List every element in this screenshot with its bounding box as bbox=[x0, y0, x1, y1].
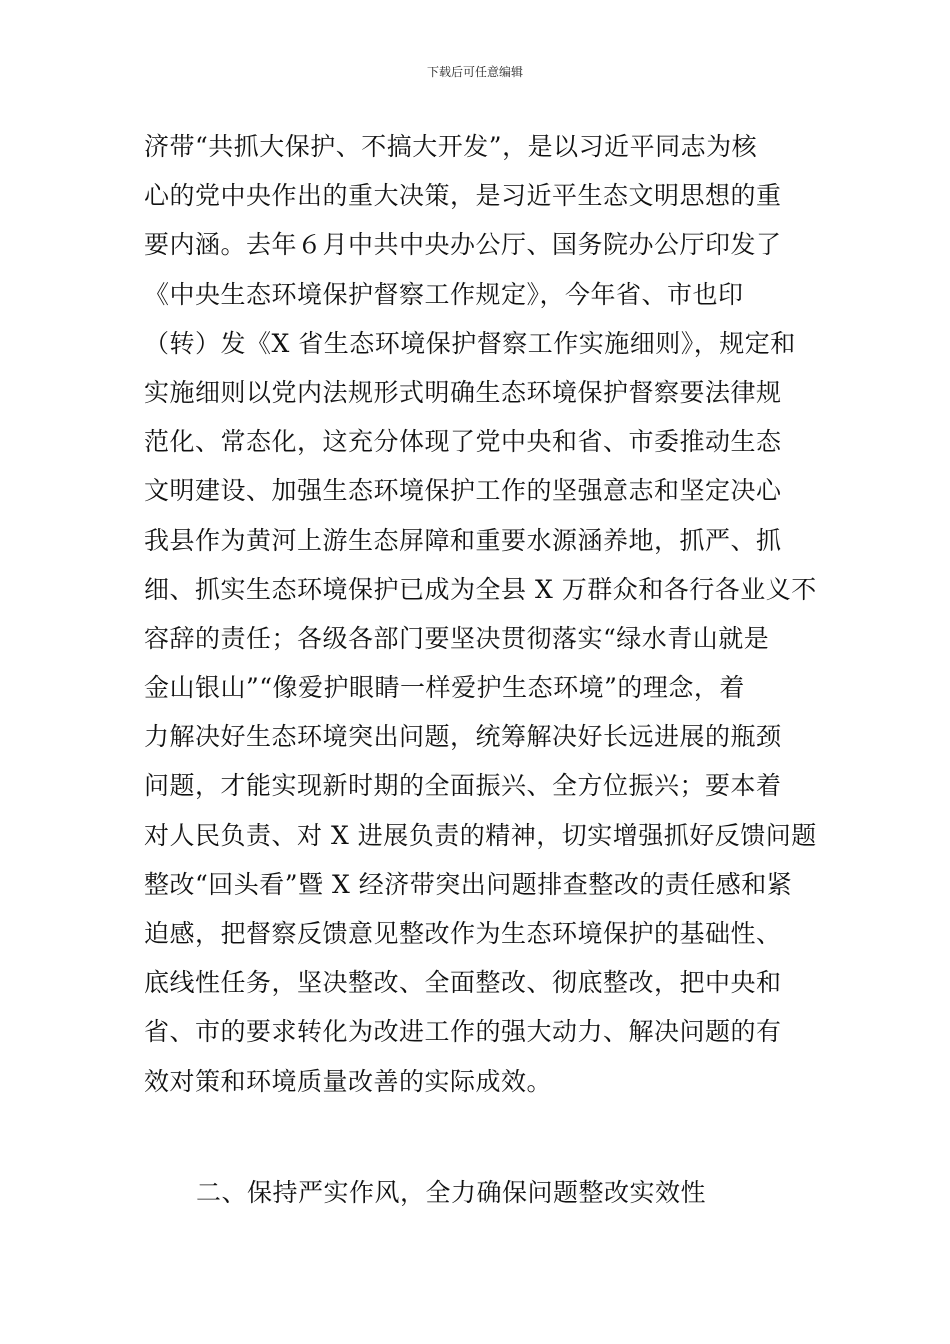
paragraph-line: （转）发《X 省生态环境保护督察工作实施细则》，规定和 bbox=[144, 328, 796, 358]
paragraph-line: 范化、常态化，这充分体现了党中央和省、市委推动生态 bbox=[144, 427, 782, 457]
paragraph-line: 力解决好生态环境突出问题，统筹解决好长远进展的瓶颈 bbox=[144, 722, 782, 752]
paragraph-line: 文明建设、加强生态环境保护工作的坚强意志和坚定决心 bbox=[144, 476, 782, 506]
page-header: 下载后可任意编辑 bbox=[426, 65, 523, 79]
paragraph-line: 要内涵。去年６月中共中央办公厅、国务院办公厅印发了 bbox=[144, 230, 782, 260]
paragraph-line: 省、市的要求转化为改进工作的强大动力、解决问题的有 bbox=[144, 1017, 782, 1047]
paragraph-line: 济带“共抓大保护、不搞大开发”，是以习近平同志为核 bbox=[144, 132, 758, 161]
paragraph-line: 《中央生态环境保护督察工作规定》，今年省、市也印 bbox=[144, 279, 744, 309]
paragraph-line: 整改“回头看”暨 X 经济带突出问题排查整改的责任感和紧 bbox=[144, 869, 793, 899]
paragraph-line: 我县作为黄河上游生态屏障和重要水源涵养地，抓严、抓 bbox=[144, 525, 782, 555]
body-paragraph bbox=[144, 122, 817, 1106]
paragraph-line: 迫感，把督察反馈意见整改作为生态环境保护的基础性、 bbox=[144, 919, 782, 948]
paragraph-line: 容辞的责任；各级各部门要坚决贯彻落实“绿水青山就是 bbox=[144, 623, 770, 653]
paragraph-line: 问题，才能实现新时期的全面振兴、全方位振兴；要本着 bbox=[144, 771, 782, 801]
paragraph-line: 底线性任务，坚决整改、全面整改、彻底整改，把中央和 bbox=[144, 968, 782, 998]
paragraph-line: 细、抓实生态环境保护已成为全县 X 万群众和各行各业义不 bbox=[144, 574, 817, 604]
section-heading: 二、保持严实作风，全力确保问题整改实效性 bbox=[196, 1178, 707, 1207]
paragraph-line: 心的党中央作出的重大决策，是习近平生态文明思想的重 bbox=[144, 181, 782, 211]
paragraph-line: 金山银山”“像爱护眼睛一样爱护生态环境”的理念，着 bbox=[144, 673, 745, 703]
paragraph-line: 实施细则以党内法规形式明确生态环境保护督察要法律规 bbox=[144, 377, 782, 407]
paragraph-line: 效对策和环境质量改善的实际成效。 bbox=[144, 1066, 553, 1096]
paragraph-line: 对人民负责、对 X 进展负责的精神，切实增强抓好反馈问题 bbox=[144, 820, 817, 850]
